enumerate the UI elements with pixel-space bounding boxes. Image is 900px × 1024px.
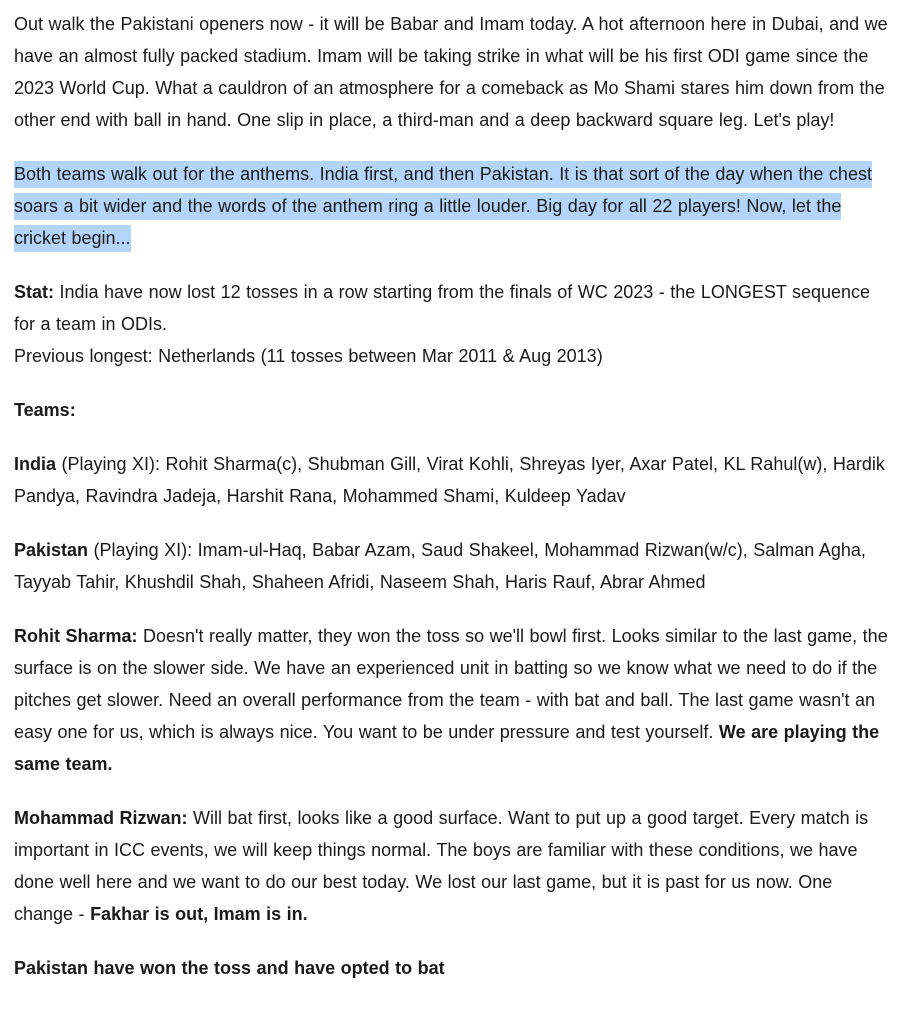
stat-label: Stat:: [14, 282, 54, 302]
india-xi-text: (Playing XI): Rohit Sharma(c), Shubman Gill, Virat Kohli, Shreyas Iyer, Axar Patel, KL Rahul(w), Hardik Pandya, Ravindra Jadeja, Harshit Rana, Mohammed Shami, Kuldeep Yadav: [14, 454, 885, 506]
india-xi-paragraph: [14, 448, 892, 512]
rizwan-label: Mohammad Rizwan:: [14, 808, 188, 828]
pakistan-xi-text: (Playing XI): Imam-ul-Haq, Babar Azam, Saud Shakeel, Mohammad Rizwan(w/c), Salman Agha, Tayyab Tahir, Khushdil Shah, Shaheen Afridi, Naseem Shah, Haris Rauf, Abrar Ahmed: [14, 540, 866, 592]
openers-paragraph: [14, 8, 892, 136]
commentary-feed: [14, 8, 892, 984]
anthems-text-selected[interactable]: Both teams walk out for the anthems. India first, and then Pakistan. It is that sort of the day when the chest soars a bit wider and the words of the anthem ring a little louder. Big day for all 22 players! Now, let the cricket begin...: [14, 161, 872, 252]
india-label: India: [14, 454, 57, 474]
pakistan-label: Pakistan: [14, 540, 89, 560]
teams-heading: [14, 394, 892, 426]
anthems-paragraph: [14, 158, 892, 254]
rizwan-quote-text: Will bat first, looks like a good surface. Want to put up a good target. Every match is important in ICC events, we will keep things normal. The boys are familiar with these conditions, we have done well here and we want to do our best today. We lost our last game, but it is past for us now. One change -: [14, 808, 869, 924]
stat-text: India have now lost 12 tosses in a row starting from the finals of WC 2023 - the LONGEST sequence for a team in ODIs.: [14, 282, 871, 334]
rohit-label: Rohit Sharma:: [14, 626, 138, 646]
toss-result-text: Pakistan have won the toss and have opted to bat: [14, 958, 445, 978]
toss-result-paragraph: [14, 952, 892, 984]
stat-previous-paragraph: [14, 340, 892, 372]
rohit-quote-paragraph: [14, 620, 892, 780]
rohit-quote-text: Doesn't really matter, they won the toss so we'll bowl first. Looks similar to the last game, the surface is on the slower side. We have an experienced unit in batting so we know what we need to do if the pitches get slower. Need an overall performance from the team - with bat and ball. The last game wasn't an easy one for us, which is always nice. You want to be under pressure and test yourself.: [14, 626, 888, 742]
stat-paragraph: [14, 276, 892, 340]
rizwan-quote-paragraph: [14, 802, 892, 930]
openers-text: Out walk the Pakistani openers now - it will be Babar and Imam today. A hot afternoon here in Dubai, and we have an almost fully packed stadium. Imam will be taking strike in what will be his first ODI game since the 2023 World Cup. What a cauldron of an atmosphere for a comeback as Mo Shami stares him down from the other end with ball in hand. One slip in place, a third-man and a deep backward square leg. Let's play!: [14, 14, 888, 130]
stat-previous-text: Previous longest: Netherlands (11 tosses between Mar 2011 & Aug 2013): [14, 346, 603, 366]
rohit-quote-bold-end: We are playing the same team.: [14, 722, 880, 774]
pakistan-xi-paragraph: [14, 534, 892, 598]
rizwan-quote-bold-end: Fakhar is out, Imam is in.: [90, 904, 308, 924]
teams-heading-text: Teams:: [14, 400, 76, 420]
